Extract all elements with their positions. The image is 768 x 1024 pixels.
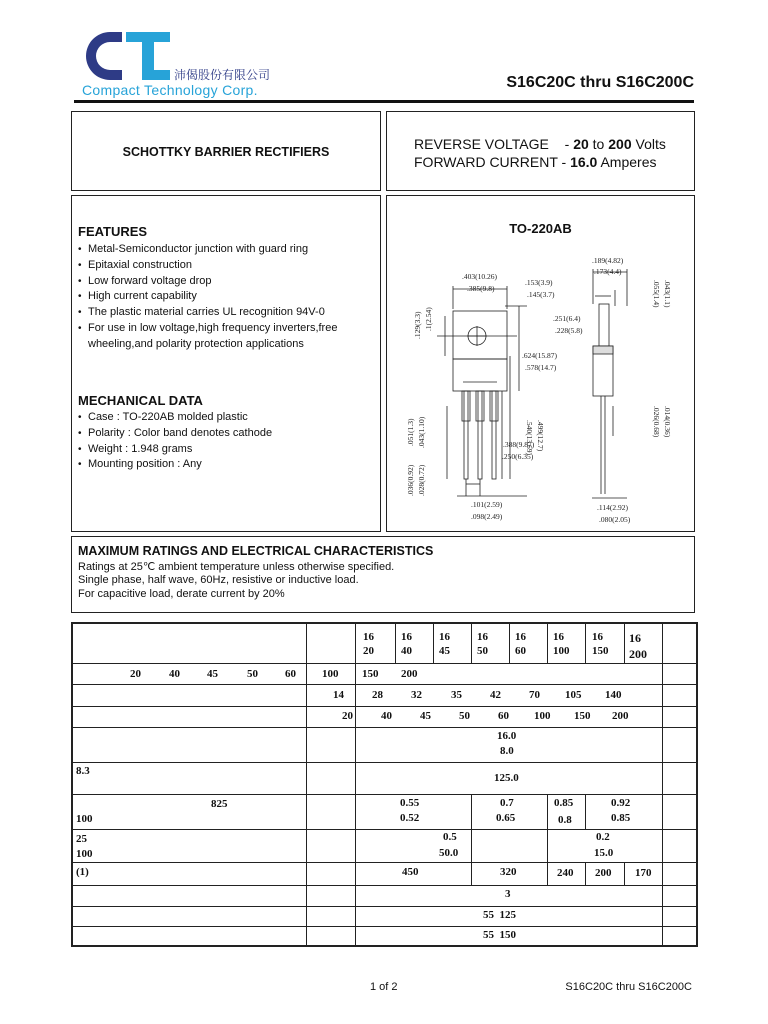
vdc-value: 100 <box>534 710 551 722</box>
rv-to: to <box>592 136 605 152</box>
dim-d6b: .043(1.1) <box>663 280 672 308</box>
vrrm-value: 20 <box>130 668 141 680</box>
vrms-value: 14 <box>333 689 344 701</box>
features-heading: FEATURES <box>78 224 148 239</box>
dim-d1b: .173(4.4) <box>594 267 622 276</box>
vrms-value: 70 <box>529 689 540 701</box>
package-outline-drawing <box>387 196 696 533</box>
ratings-heading: MAXIMUM RATINGS AND ELECTRICAL CHARACTERISTICS <box>78 544 434 558</box>
vrrm-value: 40 <box>169 668 180 680</box>
current-per-leg: 8.0 <box>500 745 514 757</box>
rv-dash: - <box>564 136 570 152</box>
features-box <box>71 195 381 532</box>
dim-d9a: .388(9.87) <box>503 440 535 449</box>
dim-d14b: .080(2.05) <box>599 515 631 524</box>
dim-d4a: .251(6.4) <box>553 314 581 323</box>
dim-d12a: .036(0.92) <box>406 464 415 496</box>
fc-unit: Amperes <box>600 154 657 170</box>
product-type-box <box>71 111 381 191</box>
product-type: SCHOTTKY BARRIER RECTIFIERS <box>122 145 330 159</box>
vrrm-value: 200 <box>401 668 418 680</box>
footer-part: S16C20C thru S16C200C <box>565 981 692 993</box>
tstg-value: 55 150 <box>483 929 516 941</box>
ir-value: 50.0 <box>439 847 459 859</box>
dim-d12b: .028(0.72) <box>417 464 426 496</box>
mechanical-item: • Case : TO-220AB molded plastic <box>78 410 368 426</box>
logo-chinese-name: 沛偈股份有限公司 <box>174 68 271 82</box>
vrms-value: 42 <box>490 689 501 701</box>
feature-item: • The plastic material carries UL recognition 94V-0 <box>78 305 358 321</box>
vf-value: 0.85 <box>611 812 631 824</box>
dim-d14a: .114(2.92) <box>597 503 628 512</box>
dim-d8a: .051(1.3) <box>406 418 415 446</box>
forward-current-line <box>414 154 656 170</box>
vf-label-100: 100 <box>76 813 93 825</box>
rth-value: 3 <box>505 888 511 900</box>
dim-d5a: .624(15.87) <box>522 351 557 360</box>
page-number: 1 of 2 <box>370 981 398 993</box>
company-logo <box>82 30 292 102</box>
vdc-value: 20 <box>342 710 353 722</box>
cj-value: 170 <box>635 867 652 879</box>
dim-d11b: .014(0.36) <box>663 406 672 438</box>
vdc-value: 50 <box>459 710 470 722</box>
ratings-box <box>71 536 695 613</box>
rv-label: REVERSE VOLTAGE <box>414 136 549 152</box>
fc-value: 16.0 <box>570 154 598 170</box>
vf-value: 0.65 <box>496 812 516 824</box>
mechanical-item: • Polarity : Color band denotes cathode <box>78 426 368 442</box>
vrrm-value: 50 <box>247 668 258 680</box>
dim-d6a: .055(1.4) <box>652 280 661 308</box>
part-title: S16C20C thru S16C200C <box>506 74 694 91</box>
vf-param: 825 <box>211 798 228 810</box>
vf-value: 0.92 <box>611 797 631 809</box>
reverse-voltage-line <box>414 136 666 152</box>
part-header: 16 50 <box>477 631 488 657</box>
feature-item: • High current capability <box>78 289 358 305</box>
logo-company-name: Compact Technology Corp. <box>82 82 258 98</box>
vrrm-value: 60 <box>285 668 296 680</box>
cj-value: 320 <box>500 866 517 878</box>
fc-label: FORWARD CURRENT - <box>414 154 567 170</box>
tj-value: 55 125 <box>483 909 516 921</box>
vdc-value: 45 <box>420 710 431 722</box>
dim-d5b: .578(14.7) <box>525 363 557 372</box>
feature-item: • Low forward voltage drop <box>78 274 358 290</box>
vrrm-value: 45 <box>207 668 218 680</box>
mechanical-list <box>78 410 368 473</box>
feature-item: • Metal-Semiconductor junction with guard ring <box>78 242 358 258</box>
dim-d2a: .403(10.26) <box>462 272 497 281</box>
part-header: 16 150 <box>592 631 609 657</box>
header-rule <box>74 100 694 103</box>
ir-value: 15.0 <box>594 847 614 859</box>
dim-d8b: .043(1.10) <box>417 416 426 448</box>
dim-d10a: .540(13.69) <box>525 420 534 455</box>
vf-value: 0.55 <box>400 797 420 809</box>
part-header: 16 45 <box>439 631 450 657</box>
vrms-value: 35 <box>451 689 462 701</box>
rv-min: 20 <box>573 136 589 152</box>
vrrm-value: 150 <box>362 668 379 680</box>
part-header: 16 20 <box>363 631 374 657</box>
package-box <box>386 195 695 532</box>
vf-value: 0.7 <box>500 797 514 809</box>
vdc-value: 200 <box>612 710 629 722</box>
ir-value: 0.5 <box>443 831 457 843</box>
dim-d13b: .098(2.49) <box>471 512 503 521</box>
vrrm-value: 100 <box>322 668 339 680</box>
cj-value: 200 <box>595 867 612 879</box>
vdc-value: 60 <box>498 710 509 722</box>
vdc-value: 40 <box>381 710 392 722</box>
ir-label-100: 100 <box>76 848 93 860</box>
cj-label: (1) <box>76 866 89 878</box>
dim-d11a: .026(0.68) <box>652 406 661 438</box>
dim-d7b: .1(2.54) <box>424 307 433 331</box>
part-header: 16 40 <box>401 631 412 657</box>
ratings-note: For capacitive load, derate current by 20% <box>78 588 285 600</box>
mechanical-item: • Weight : 1.948 grams <box>78 442 368 458</box>
ratings-summary-box <box>386 111 695 191</box>
vf-value: 0.85 <box>554 797 574 809</box>
part-header: 16 60 <box>515 631 526 657</box>
cj-value: 240 <box>557 867 574 879</box>
dim-d13a: .101(2.59) <box>471 500 503 509</box>
vrms-value: 140 <box>605 689 622 701</box>
feature-item: • For use in low voltage,high frequency inverters,free wheeling,and polarity protection applications <box>78 321 350 353</box>
dim-d2b: .385(9.8) <box>467 284 495 293</box>
vf-value: 0.52 <box>400 812 420 824</box>
vrms-value: 105 <box>565 689 582 701</box>
ir-value: 0.2 <box>596 831 610 843</box>
dim-d9b: .250(6.35) <box>502 452 534 461</box>
dim-d7a: .129(3.3) <box>413 311 422 339</box>
rv-max: 200 <box>608 136 632 152</box>
ratings-note: Single phase, half wave, 60Hz, resistive or inductive load. <box>78 574 359 586</box>
mechanical-item: • Mounting position : Any <box>78 457 368 473</box>
vrms-value: 32 <box>411 689 422 701</box>
surge-label: 8.3 <box>76 765 90 777</box>
dim-d1a: .189(4.82) <box>592 256 624 265</box>
package-title: TO-220AB <box>509 221 572 236</box>
vf-value: 0.8 <box>558 814 572 826</box>
ct-logo-icon <box>82 30 172 82</box>
features-list <box>78 242 358 353</box>
dim-d10b: .499(12.7) <box>536 420 545 452</box>
current-total: 16.0 <box>497 730 517 742</box>
vdc-value: 150 <box>574 710 591 722</box>
characteristics-table <box>71 622 698 947</box>
rv-unit: Volts <box>635 136 666 152</box>
vrms-value: 28 <box>372 689 383 701</box>
dim-d3b: .145(3.7) <box>527 290 555 299</box>
dim-d3a: .153(3.9) <box>525 278 553 287</box>
mechanical-heading: MECHANICAL DATA <box>78 393 203 408</box>
feature-item: • Epitaxial construction <box>78 258 358 274</box>
part-header: 16 200 <box>629 631 647 661</box>
surge-value: 125.0 <box>494 772 519 784</box>
part-header: 16 100 <box>553 631 570 657</box>
dim-d4b: .228(5.8) <box>555 326 583 335</box>
ratings-note: Ratings at 25℃ ambient temperature unless otherwise specified. <box>78 561 395 573</box>
cj-value: 450 <box>402 866 419 878</box>
ir-label-25: 25 <box>76 833 87 845</box>
